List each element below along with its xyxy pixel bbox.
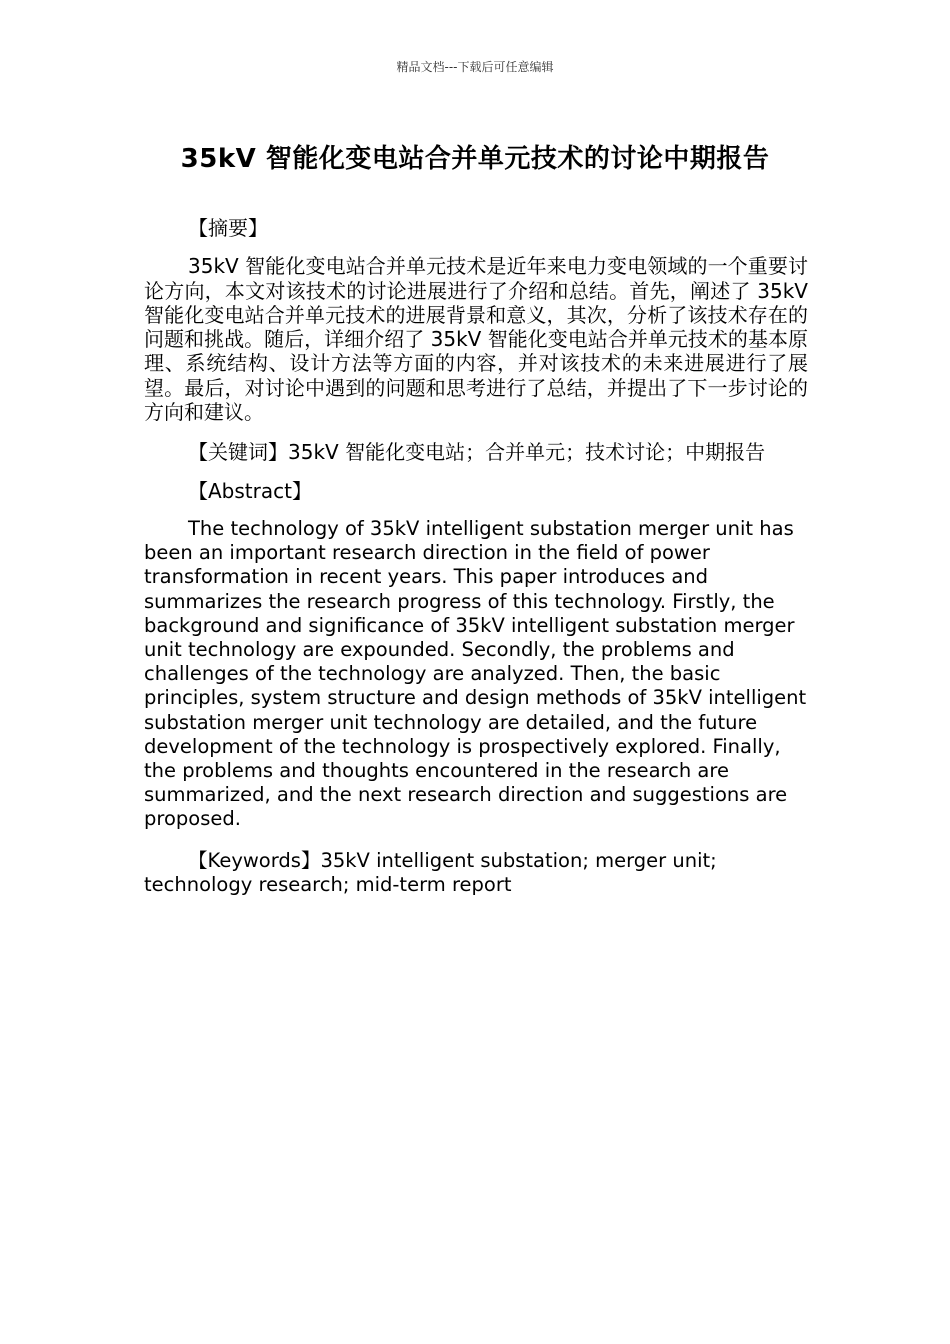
- abstract-en-heading: 【Abstract】: [188, 478, 312, 503]
- abstract-en-body: The technology of 35kV intelligent substation merger unit has been an important research direction in the field of power transformation in recent years. This paper introduces and summarizes the research progress of this technology. Firstly, the background and significance of 35kV intelligent substation merger unit technology are expounded. Secondly, the problems and challenges of the technology are analyzed. Then, the basic principles, system structure and design methods of 35kV intelligent substation merger unit technology are detailed, and the future development of the technology is prospectively explored. Finally, the problems and thoughts encountered in the research are summarized, and the next research direction and suggestions are proposed.: [144, 516, 807, 831]
- document-body: [144, 216, 808, 913]
- keywords-en: 【Keywords】35kV intelligent substation; merger unit; technology research; mid-term report: [144, 848, 717, 896]
- keywords-cn: 【关键词】35kV 智能化变电站；合并单元；技术讨论；中期报告: [188, 440, 766, 465]
- abstract-cn-body: 35kV 智能化变电站合并单元技术是近年来电力变电领域的一个重要讨论方向，本文对该技术的讨论进展进行了介绍和总结。首先，阐述了 35kV 智能化变电站合并单元技术的进展背景和意义，其次，分析了该技术存在的问题和挑战。随后，详细介绍了 35kV 智能化变电站合并单元技术的基本原理、系统结构、设计方法等方面的内容，并对该技术的未来进展进行了展望。最后，对讨论中遇到的问题和思考进行了总结，并提出了下一步讨论的方向和建议。: [144, 254, 808, 425]
- header-note: 精品文档---下载后可任意编辑: [396, 60, 554, 74]
- document-title: 35kV 智能化变电站合并单元技术的讨论中期报告: [180, 144, 770, 174]
- abstract-cn-heading: 【摘要】: [188, 216, 268, 240]
